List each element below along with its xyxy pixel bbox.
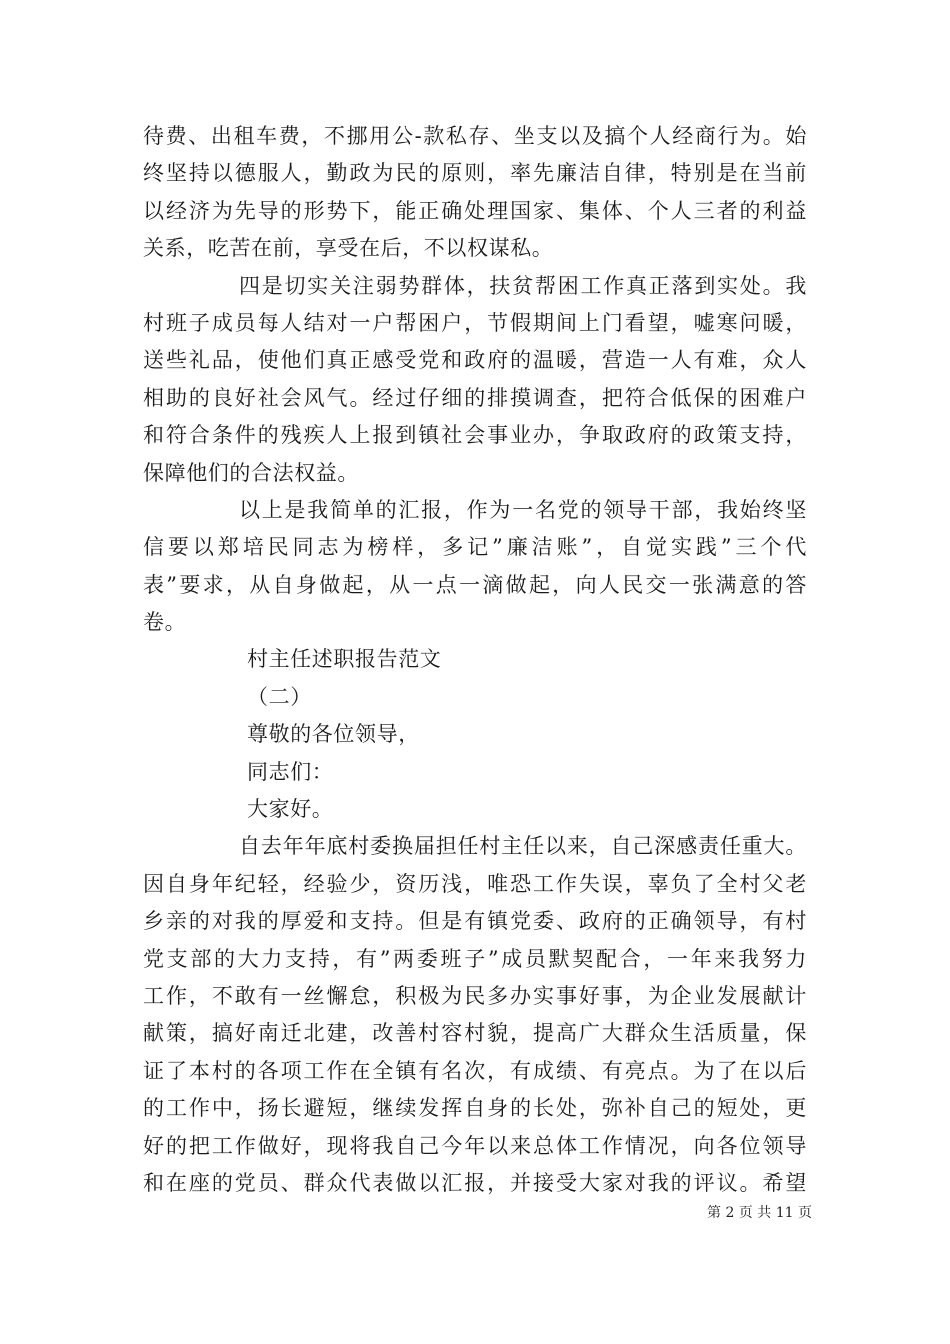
text-line: 因自身年纪轻，经验少，资历浅，唯恐工作失误，辜负了全村父老 (143, 871, 807, 896)
text-line: 卷。 (143, 610, 187, 635)
text-line: 待费、出租车费，不挪用公-款私存、坐支以及搞个人经商行为。始 (143, 124, 807, 148)
text-line: 送些礼品，使他们真正感受党和政府的温暖，营造一人有难，众人 (143, 348, 807, 373)
page-number-footer: 第 2 页 共 11 页 (707, 1205, 812, 1221)
text-line: 相助的良好社会风气。经过仔细的排摸调查，把符合低保的困难户 (143, 385, 807, 410)
paragraph-first-line: 以上是我简单的汇报，作为一名党的领导干部，我始终坚 (239, 497, 807, 522)
text-line: 以经济为先导的形势下，能正确处理国家、集体、个人三者的利益 (143, 198, 807, 223)
paragraph-first-line: 四是切实关注弱势群体，扶贫帮困工作真正落到实处。我 (239, 273, 807, 298)
text-line: 保障他们的合法权益。 (143, 460, 359, 485)
paragraph-first-line: 自去年年底村委换届担任村主任以来，自己深感责任重大。 (239, 834, 807, 859)
text-line: 终坚持以德服人，勤政为民的原则，率先廉洁自律，特别是在当前 (143, 161, 807, 186)
text-line: 关系，吃苦在前，享受在后，不以权谋私。 (143, 236, 554, 261)
text-line: 信要以郑培民同志为榜样，多记”廉洁账”，自觉实践”三个代 (143, 535, 807, 560)
text-line: 党支部的大力支持，有”两委班子”成员默契配合，一年来我努力 (143, 946, 807, 971)
text-line: 村班子成员每人结对一户帮困户，节假期间上门看望，嘘寒问暖， (143, 310, 807, 335)
document-body (143, 118, 807, 1202)
text-line: 和在座的党员、群众代表做以汇报，并接受大家对我的评议。希望 (143, 1170, 807, 1195)
text-line: 好的把工作做好，现将我自己今年以来总体工作情况，向各位领导 (143, 1133, 807, 1158)
salutation: 尊敬的各位领导， (247, 722, 420, 747)
salutation: 同志们： (247, 759, 334, 784)
text-line: 表”要求，从自身做起，从一点一滴做起，向人民交一张满意的答 (143, 572, 807, 597)
section-subtitle: （二） (247, 684, 312, 709)
greeting: 大家好。 (247, 797, 334, 822)
text-line: 证了本村的各项工作在全镇有名次，有成绩、有亮点。为了在以后 (143, 1058, 807, 1083)
section-title: 村主任述职报告范文 (247, 647, 442, 672)
text-line: 的工作中，扬长避短，继续发挥自身的长处，弥补自己的短处，更 (143, 1096, 807, 1121)
text-line: 工作，不敢有一丝懈怠，积极为民多办实事好事，为企业发展献计 (143, 983, 807, 1008)
text-line: 和符合条件的残疾人上报到镇社会事业办，争取政府的政策支持， (143, 423, 807, 448)
text-line: 献策，搞好南迁北建，改善村容村貌，提高广大群众生活质量，保 (143, 1021, 807, 1046)
text-line: 乡亲的对我的厚爱和支持。但是有镇党委、政府的正确领导，有村 (143, 909, 807, 934)
